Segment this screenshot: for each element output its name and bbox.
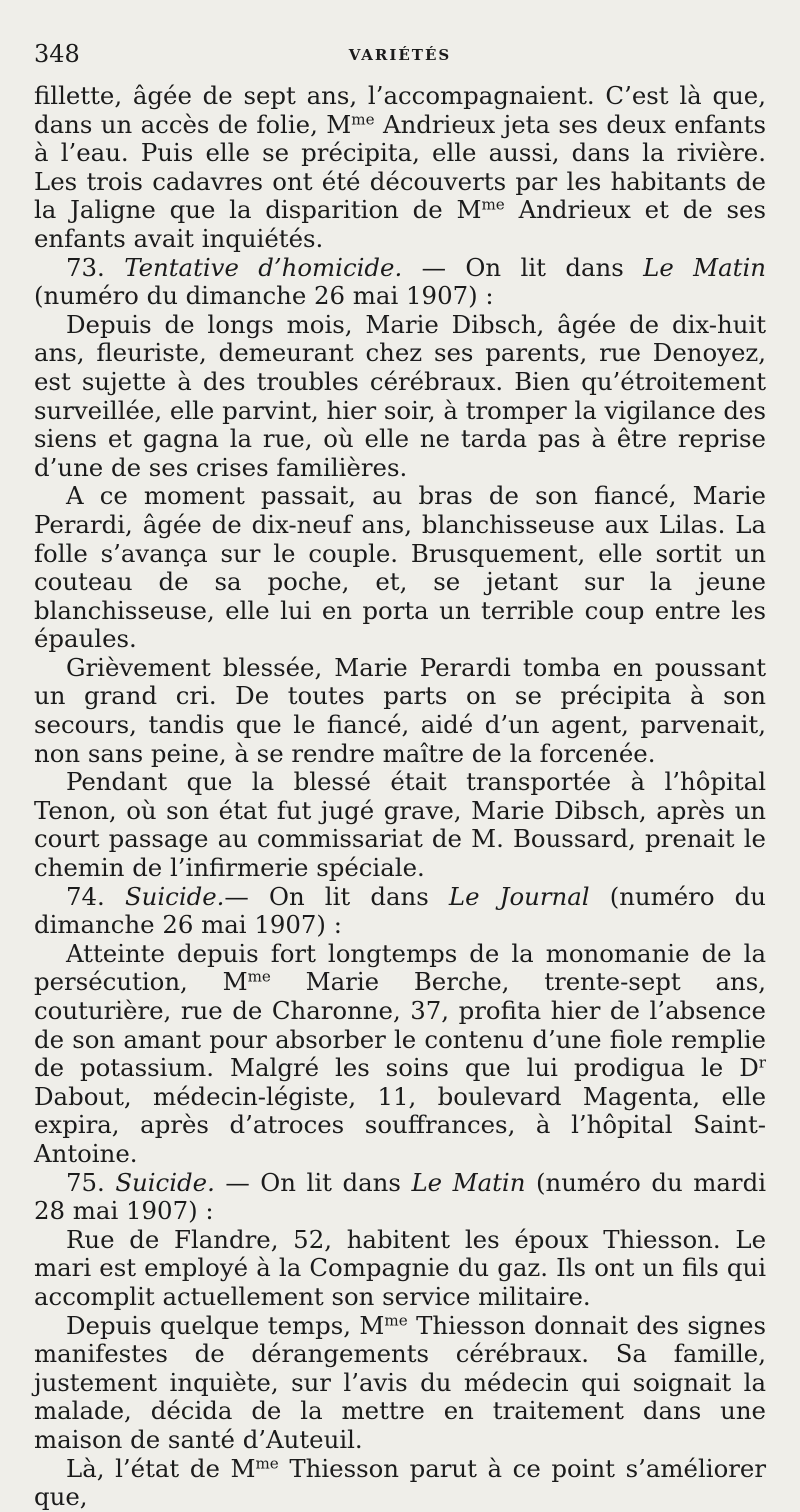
running-head: VARIÉTÉS <box>348 46 452 64</box>
paragraph: Grièvement blessée, Marie Perardi tomba en poussant un grand cri. De toutes parts on se précipita à son secours, tandis que le fiancé, aidé d’un agent, parvenait, non sans peine, à se rendre maître de la forcenée. <box>34 652 766 768</box>
paragraph: Depuis quelque temps, $M^{me}$ Thiesson donnait des signes manifestes de dérangements cérébraux. Sa famille, justement inquiète, sur l’avis du médecin qui soignait la malade, décida de la mettre en traitement dans une maison de santé d’Auteuil. <box>34 1310 766 1454</box>
paragraph: Atteinte depuis fort longtemps de la monomanie de la persécution, $M^{me}$ Marie Berche, trente-sept ans, couturière, rue de Charonne, 37, profita hier de l’absence de son amant pour absorber le contenu d’une fiole remplie de potassium. Malgré les soins que lui prodigua le $D^r$ Dabout, médecin-légiste, 11, boulevard Magenta, elle expira, après d’atroces souffrances, à l’hôpital Saint-Antoine. <box>34 938 766 1168</box>
paragraph: Là, l’état de $M^{me}$ Thiesson parut à ce point s’améliorer que, <box>34 1453 767 1512</box>
body-text <box>34 82 766 1512</box>
paragraph: Pendant que la blessé était transportée à l’hôpital Tenon, où son état fut jugé grave, Marie Dibsch, après un court passage au commissariat de M. Boussard, prenait le chemin de l’infirmerie spéciale. <box>34 767 766 883</box>
paragraph: 74. Suicide.— On lit dans Le Journal (numéro du dimanche 26 mai 1907) : <box>34 881 766 940</box>
paragraph: 75. Suicide. — On lit dans Le Matin (numéro du mardi 28 mai 1907) : <box>34 1167 766 1226</box>
page-number: 348 <box>34 40 80 68</box>
paragraph: Depuis de longs mois, Marie Dibsch, âgée de dix-huit ans, fleuriste, demeurant chez ses parents, rue Denoyez, est sujette à des troubles cérébraux. Bien qu’étroitement surveillée, elle parvint, hier soir, à tromper la vigilance des siens et gagna la rue, où elle ne tarda pas à être reprise d’une de ses crises familières. <box>34 309 766 482</box>
paragraph: Rue de Flandre, 52, habitent les époux Thiesson. Le mari est employé à la Compagnie du gaz. Ils ont un fils qui accomplit actuellement son service militaire. <box>34 1224 766 1311</box>
paragraph: 73. Tentative d’homicide. — On lit dans Le Matin (numéro du dimanche 26 mai 1907) : <box>34 252 766 311</box>
page-header <box>34 40 766 74</box>
paragraph: A ce moment passait, au bras de son fiancé, Marie Perardi, âgée de dix-neuf ans, blanchisseuse aux Lilas. La folle s’avança sur le couple. Brusquement, elle sortit un couteau de sa poche, et, se jetant sur la jeune blanchisseuse, elle lui en porta un terrible coup entre les épaules. <box>34 481 766 654</box>
paragraph: fillette, âgée de sept ans, l’accompagnaient. C’est là que, dans un accès de folie, $M^{me}$ Andrieux jeta ses deux enfants à l’eau. Puis elle se précipita, elle aussi, dans la rivière. Les trois cadavres ont été découverts par les habitants de la Jaligne que la disparition de $M^{me}$ Andrieux et de ses enfants avait inquiétés. <box>34 81 767 253</box>
